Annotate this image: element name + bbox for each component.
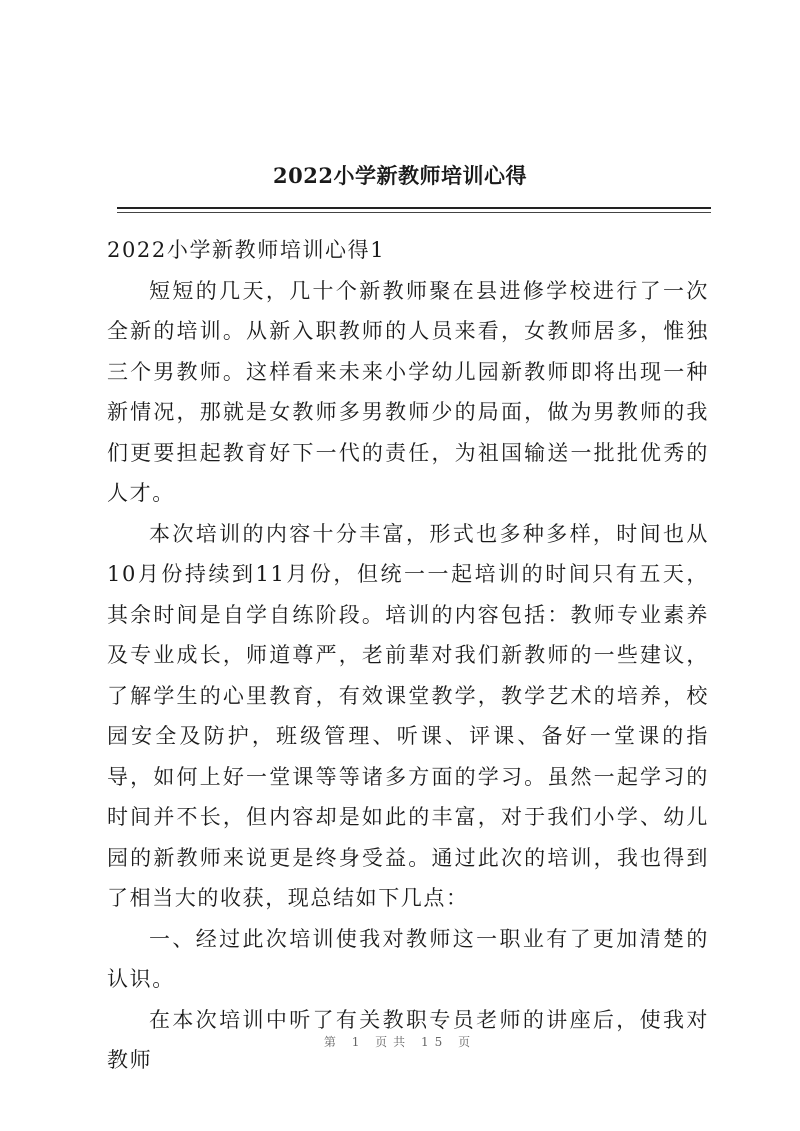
document-body bbox=[107, 230, 709, 1081]
title-divider bbox=[117, 207, 711, 209]
paragraph-2: 本次培训的内容十分丰富，形式也多种多样，时间也从10月份持续到11月份，但统一一起培训的时间只有五天，其余时间是自学自练阶段。培训的内容包括：教师专业素养及专业成长，师道尊严，老前辈对我们新教师的一些建议，了解学生的心里教育，有效课堂教学，教学艺术的培养，校园安全及防护，班级管理、听课、评课、备好一堂课的指导，如何上好一堂课等等诸多方面的学习。虽然一起学习的时间并不长，但内容却是如此的丰富，对于我们小学、幼儿园的新教师来说更是终身受益。通过此次的培训，我也得到了相当大的收获，现总结如下几点： bbox=[107, 521, 709, 910]
page-footer: 第 1 页共 15 页 bbox=[323, 1035, 477, 1049]
page-title: 2022小学新教师培训心得 bbox=[273, 163, 527, 188]
title-divider-thin bbox=[117, 212, 711, 213]
paragraph-4: 在本次培训中听了有关教职专员老师的讲座后，使我对教师 bbox=[107, 1007, 709, 1072]
section-heading: 2022小学新教师培训心得1 bbox=[107, 238, 386, 262]
paragraph-1: 短短的几天，几十个新教师聚在县进修学校进行了一次全新的培训。从新入职教师的人员来看，女教师居多，惟独三个男教师。这样看来未来小学幼儿园新教师即将出现一种新情况，那就是女教师多男教师少的局面，做为男教师的我们更要担起教育好下一代的责任，为祖国输送一批批优秀的人才。 bbox=[107, 278, 709, 505]
paragraph-3: 一、经过此次培训使我对教师这一职业有了更加清楚的认识。 bbox=[107, 926, 709, 991]
